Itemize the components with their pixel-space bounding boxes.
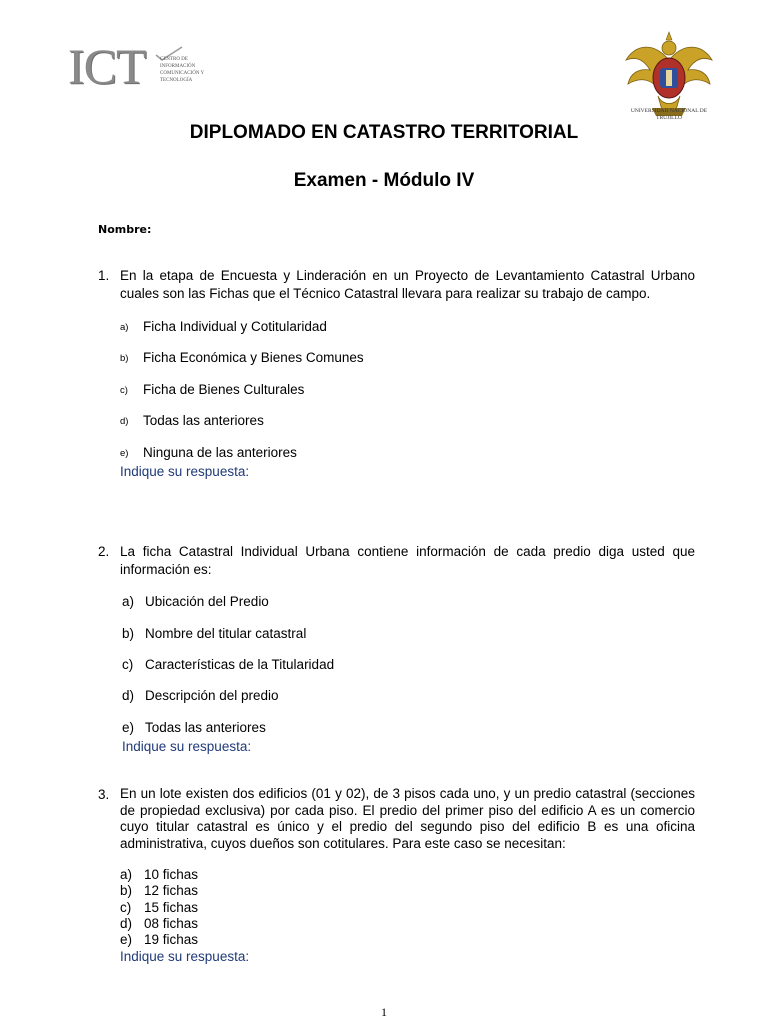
option-letter: c) bbox=[122, 657, 134, 672]
page-number: 1 bbox=[381, 1005, 387, 1019]
option-text: Todas las anteriores bbox=[143, 413, 264, 428]
exam-subtitle: Examen - Módulo IV bbox=[293, 170, 475, 191]
option-text: Ficha de Bienes Culturales bbox=[143, 382, 305, 397]
option-letter: a) bbox=[120, 867, 133, 882]
answer-prompt: Indique su respuesta: bbox=[122, 739, 252, 754]
option-text: Todas las anteriores bbox=[145, 720, 266, 735]
option-text: 15 fichas bbox=[144, 900, 199, 915]
university-name: UNIVERSIDAD NACIONAL DE TRUJILLO bbox=[630, 108, 708, 121]
option-text: 08 fichas bbox=[144, 916, 199, 931]
ict-logo bbox=[68, 38, 208, 94]
ict-logo-subtitle: CENTRO DE INFORMACIÓN COMUNICACIÓN Y TECNOLOGÍA bbox=[160, 57, 204, 83]
question-number: 1. bbox=[98, 268, 110, 283]
option-letter: c) bbox=[120, 900, 132, 915]
option-text: Nombre del titular catastral bbox=[145, 626, 307, 641]
option-text: 12 fichas bbox=[144, 883, 199, 898]
option-letter: b) bbox=[120, 883, 133, 898]
option-text: 19 fichas bbox=[144, 932, 199, 947]
option-letter: d) bbox=[120, 916, 133, 931]
option-letter: e) bbox=[120, 448, 129, 459]
question-text: La ficha Catastral Individual Urbana contiene información de cada predio diga usted que información es: bbox=[120, 544, 695, 577]
question-number: 3. bbox=[98, 787, 110, 802]
answer-prompt: Indique su respuesta: bbox=[120, 464, 250, 479]
option-letter: c) bbox=[120, 385, 128, 396]
document-title: DIPLOMADO EN CATASTRO TERRITORIAL bbox=[189, 122, 579, 143]
answer-prompt: Indique su respuesta: bbox=[120, 949, 250, 964]
option-text: Ninguna de las anteriores bbox=[143, 445, 297, 460]
option-letter: b) bbox=[122, 626, 135, 641]
option-text: Ubicación del Predio bbox=[145, 594, 269, 609]
option-letter: d) bbox=[122, 688, 135, 703]
option-text: 10 fichas bbox=[144, 867, 199, 882]
option-text: Descripción del predio bbox=[145, 688, 279, 703]
option-letter: a) bbox=[122, 594, 135, 609]
option-letter: a) bbox=[120, 322, 129, 333]
question-text: En la etapa de Encuesta y Linderación en un Proyecto de Levantamiento Catastral Urbano cuales son las Fichas que el Técnico Catastral llevara para realizar su trabajo de campo. bbox=[120, 268, 695, 301]
option-letter: b) bbox=[120, 353, 129, 364]
question-number: 2. bbox=[98, 544, 110, 559]
option-text: Ficha Económica y Bienes Comunes bbox=[143, 350, 364, 365]
option-text: Características de la Titularidad bbox=[145, 657, 335, 672]
option-letter: e) bbox=[122, 720, 135, 735]
question-text: En un lote existen dos edificios (01 y 02), de 3 pisos cada uno, y un predio catastral (secciones de propiedad exclusiva) por cada piso. El predio del primer piso del edificio A es un comercio cuyo titular catastral es único y el predio del segundo piso del edificio B es una oficina administrativa, cuyos dueños son cotitulares. Para este caso se necesitan: bbox=[120, 786, 695, 851]
option-text: Ficha Individual y Cotitularidad bbox=[143, 319, 327, 334]
option-letter: d) bbox=[120, 416, 129, 427]
name-label: Nombre: bbox=[98, 223, 152, 236]
ict-logo-letters: ICT bbox=[68, 38, 146, 94]
option-letter: e) bbox=[120, 932, 133, 947]
